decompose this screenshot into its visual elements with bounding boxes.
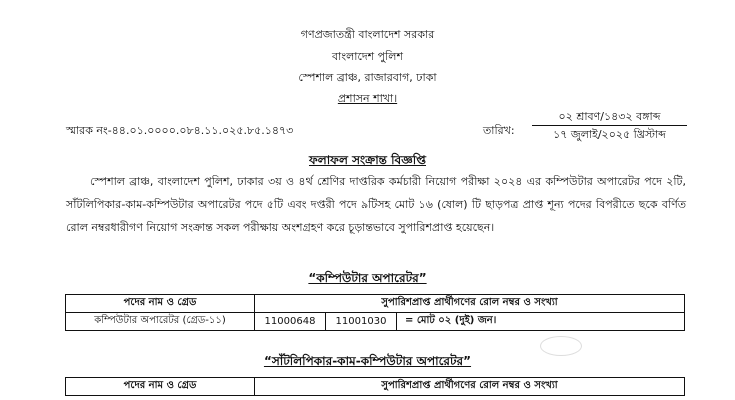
header-police: বাংলাদেশ পুলিশ (332, 50, 403, 63)
roll-number: 11001030 (326, 313, 397, 330)
table-header-row (66, 295, 685, 313)
table-header-row (66, 378, 685, 396)
column-header-result: সুপারিশপ্রাপ্ত প্রার্থীগণের রোল নম্বর ও সংখ্যা (255, 295, 685, 313)
roll-number: 11000648 (255, 313, 326, 330)
section-title-computer-operator: “কম্পিউটার অপারেটর” (308, 271, 427, 285)
column-header-post: পদের নাম ও গ্রেড (66, 378, 255, 396)
header-branch: স্পেশাল ব্রাঞ্চ, রাজারবাগ, ঢাকা (298, 71, 437, 84)
result-cell (255, 313, 685, 331)
column-header-result: সুপারিশপ্রাপ্ত প্রার্থীগণের রোল নম্বর ও সংখ্যা (255, 378, 685, 396)
date-label: তারিখ: (483, 124, 515, 137)
notice-body-text: স্পেশাল ব্রাঞ্চ, বাংলাদেশ পুলিশ, ঢাকার ৩য় ও ৪র্থ শ্রেণির দাপ্তরিক কর্মচারী নিয়োগ পরীক্ষা ২০২৪ এর কম্পিউটার অপারেটর পদে ২টি, সাঁটলিপিকার-কাম-কম্পিউটার অপারেটর পদে ৫টি এবং দপ্তরী পদে ৯টিসহ মোট ১৬ (ষোল) টি ছাড়পত্র প্রাপ্ত শূন্য পদের বিপরীতে ছকে বর্ণিত রোল নম্বরধারীগণ নিয়োগ সংক্রান্ত সকল পরীক্ষায় অংশগ্রহণ করে চূড়ান্তভাবে সুপারিশপ্রাপ্ত হয়েছেন। (66, 175, 686, 234)
notice-subject: ফলাফল সংক্রান্ত বিজ্ঞপ্তি (308, 153, 427, 167)
header-section: প্রশাসন শাখা। (337, 92, 398, 105)
total-count: = মোট ০২ (দুই) জন। (405, 315, 497, 326)
notice-body (66, 170, 686, 239)
section-title-stenographer: “সাঁটলিপিকার-কাম-কম্পিউটার অপারেটর” (263, 354, 472, 368)
date-block (532, 108, 687, 143)
memo-number: স্মারক নং-৪৪.০১.০০০০.০৮৪.১১.০২৫.৮৫.১৪৭৩ (66, 124, 294, 137)
result-table-stenographer (65, 377, 685, 396)
post-name-cell: কম্পিউটার অপারেটর (গ্রেড-১১) (66, 313, 255, 331)
column-header-post: পদের নাম ও গ্রেড (66, 295, 255, 313)
result-table-computer-operator (65, 294, 685, 331)
table-row (66, 313, 685, 331)
date-bangla: ০২ শ্রাবণ/১৪৩২ বঙ্গাব্দ (532, 108, 687, 126)
date-gregorian: ১৭ জুলাই/২০২৫ খ্রিস্টাব্দ (553, 128, 666, 141)
header-govt: গণপ্রজাতন্ত্রী বাংলাদেশ সরকার (300, 28, 435, 41)
